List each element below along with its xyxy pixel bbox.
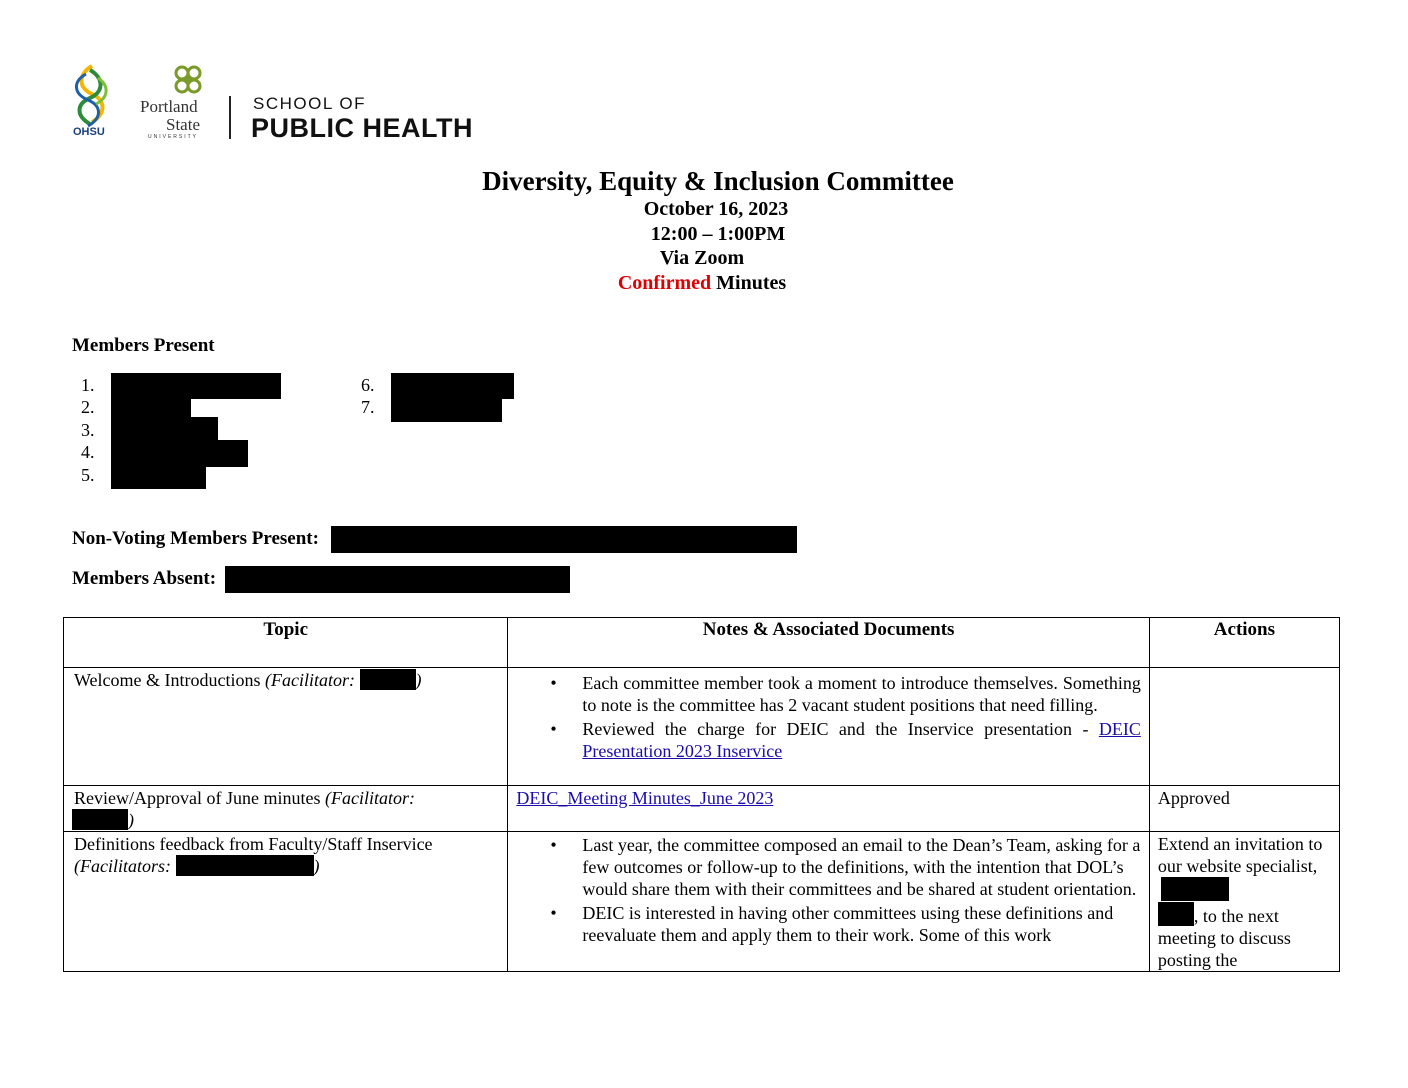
facilitator-close: ) <box>415 670 422 690</box>
psu-wordmark-university: UNIVERSITY <box>148 134 199 140</box>
redaction-bar <box>225 566 570 593</box>
list-item: • Each committee member took a moment to introduce themselves. Something to note is the committee has 2 vacant student positions that need filling. <box>582 672 1141 716</box>
column-header-topic: Topic <box>64 618 508 668</box>
members-present-heading: Members Present <box>72 335 215 356</box>
table-row <box>64 668 1340 786</box>
minutes-label: Minutes <box>711 272 787 294</box>
deic-presentation-link[interactable]: DEIC Presentation 2023 Inservice <box>582 719 1141 761</box>
action-cell <box>1149 668 1339 786</box>
redaction-bar <box>1161 877 1229 901</box>
school-of-label: SCHOOL OF <box>253 94 366 113</box>
facilitator-close: ) <box>128 810 134 830</box>
redaction-bar <box>331 526 797 553</box>
logo-bar <box>68 64 508 144</box>
column-header-notes: Notes & Associated Documents <box>508 618 1150 668</box>
note-text: Reviewed the charge for DEIC and the Inservice presentation - <box>582 719 1099 739</box>
table-header-row <box>64 618 1340 668</box>
member-number: 1. <box>81 375 95 395</box>
member-number: 7. <box>361 397 375 417</box>
redaction-bar <box>391 398 502 422</box>
notes-list <box>516 834 1141 946</box>
list-item: • Last year, the committee composed an email to the Dean’s Team, asking for a few outcomes or follow-up to the definitions, with the intention that DOL’s would share them with their committees and be shared at student orientation. <box>582 834 1141 900</box>
redaction-bar <box>111 465 206 489</box>
member-number: 4. <box>81 442 95 462</box>
topic-cell <box>64 668 508 786</box>
june-minutes-link[interactable]: DEIC_Meeting Minutes_June 2023 <box>516 788 774 808</box>
facilitator-close: ) <box>313 856 320 876</box>
psu-logo-icon <box>170 64 206 98</box>
redaction-bar <box>176 855 314 876</box>
redaction-bar <box>72 809 128 830</box>
facilitator-label: (Facilitators: <box>74 856 176 876</box>
redaction-bar <box>1158 902 1194 926</box>
redaction-bar <box>111 440 248 467</box>
member-number: 6. <box>361 375 375 395</box>
facilitator-label: (Facilitator: <box>265 670 360 690</box>
psu-wordmark-line2: State <box>166 115 200 134</box>
action-cell: Approved <box>1149 786 1339 832</box>
member-number: 5. <box>81 465 95 485</box>
ohsu-wordmark: OHSU <box>73 126 105 138</box>
psu-wordmark-line1: Portland <box>140 97 198 116</box>
facilitator-label: (Facilitator: <box>324 788 415 808</box>
public-health-label: PUBLIC HEALTH <box>251 113 473 143</box>
redaction-bar <box>111 373 281 399</box>
table-row <box>64 832 1340 972</box>
member-number: 2. <box>81 397 95 417</box>
meeting-location: Via Zoom <box>659 247 745 269</box>
topic-cell <box>64 786 508 832</box>
topic-text: Review/Approval of June minutes <box>74 788 325 808</box>
notes-cell <box>508 668 1150 786</box>
action-text: , to the next meeting to discuss posting the <box>1157 906 1291 970</box>
table-row <box>64 786 1340 832</box>
members-absent-label: Members Absent: <box>72 568 217 589</box>
confirmed-label: Confirmed <box>617 272 712 294</box>
notes-cell <box>508 832 1150 972</box>
member-number: 3. <box>81 420 95 440</box>
redaction-bar <box>111 417 218 441</box>
redaction-bar <box>111 399 191 419</box>
document-title: Diversity, Equity & Inclusion Committee <box>482 166 954 196</box>
minutes-table <box>63 617 1340 972</box>
meeting-time: 12:00 – 1:00PM <box>650 223 786 245</box>
logo-divider <box>229 96 231 139</box>
action-cell <box>1149 832 1339 972</box>
topic-text: Definitions feedback from Faculty/Staff Inservice <box>74 834 433 854</box>
topic-cell <box>64 832 508 972</box>
meeting-date: October 16, 2023 <box>643 198 789 220</box>
redaction-bar <box>360 669 416 690</box>
redaction-bar <box>391 373 514 399</box>
notes-cell <box>508 786 1150 832</box>
column-header-actions: Actions <box>1149 618 1339 668</box>
notes-list <box>516 672 1141 762</box>
non-voting-label: Non-Voting Members Present: <box>72 528 319 549</box>
list-item: • DEIC is interested in having other committees using these definitions and reevaluate them and apply them to their work. Some of this work <box>582 902 1141 946</box>
action-text: Extend an invitation to our website specialist, <box>1157 834 1323 876</box>
topic-text: Welcome & Introductions <box>74 670 266 690</box>
minutes-status <box>0 272 1408 295</box>
list-item <box>582 718 1141 762</box>
